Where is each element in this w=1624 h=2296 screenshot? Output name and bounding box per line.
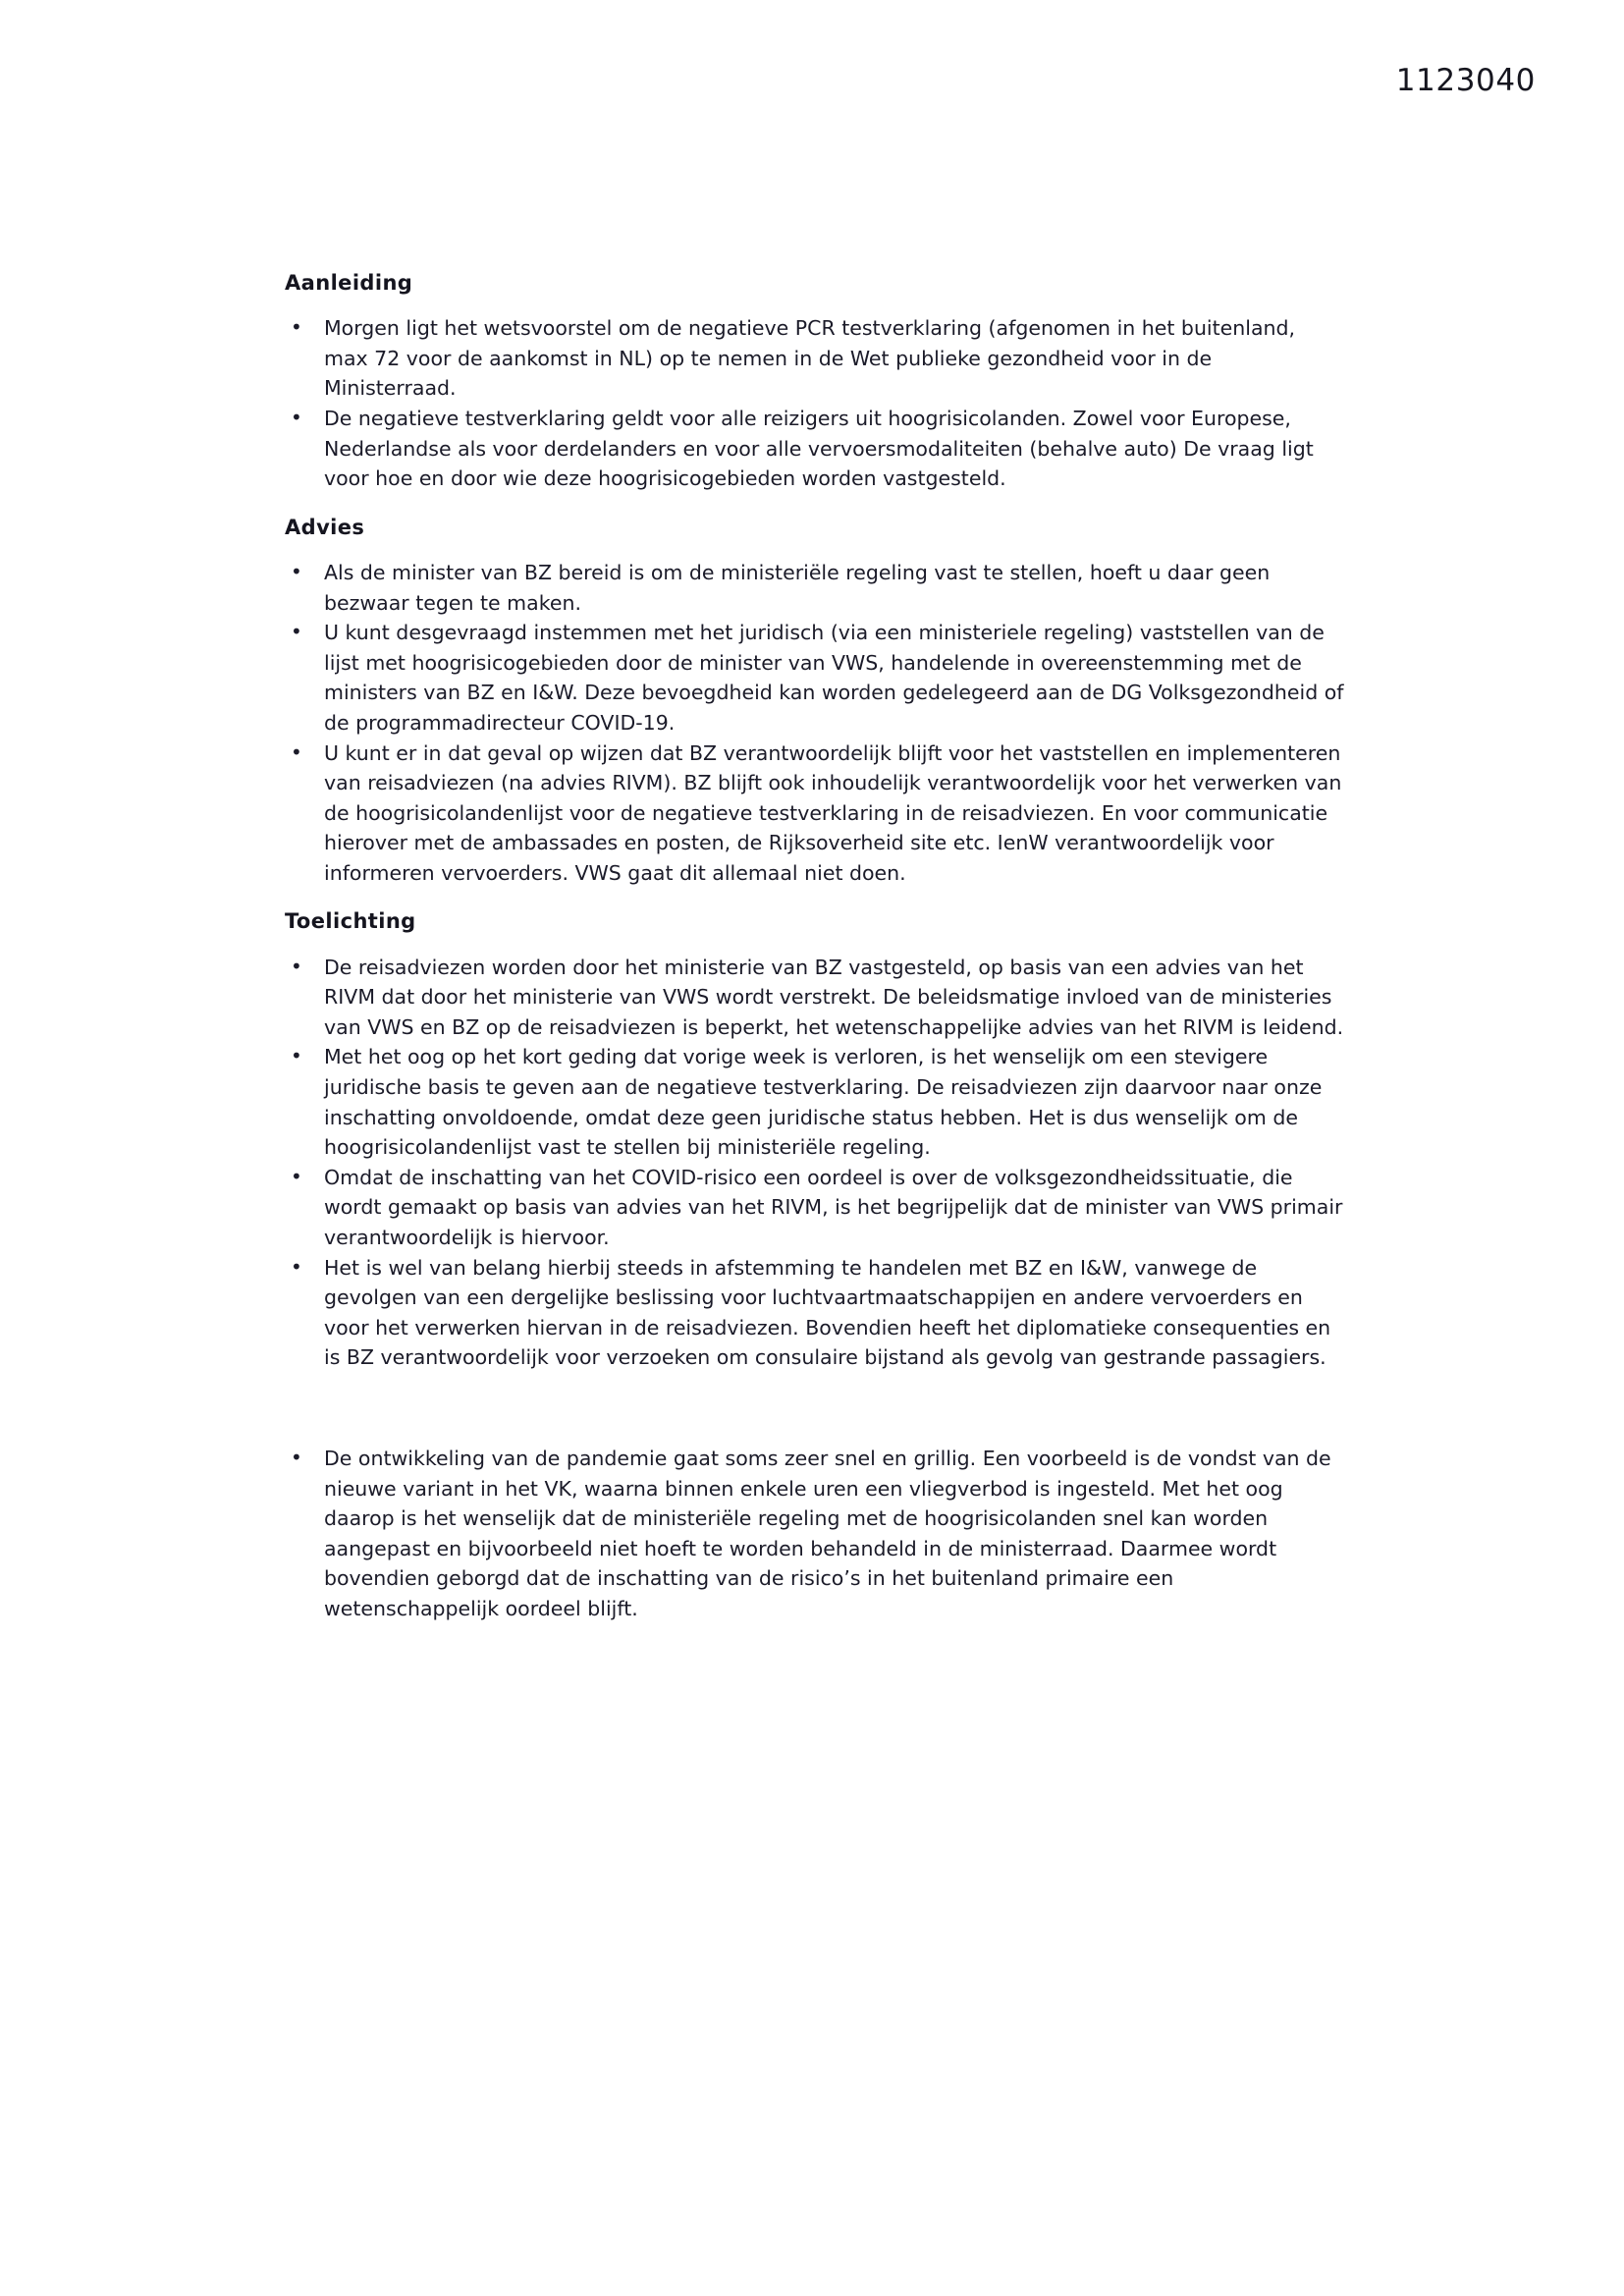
- section-heading-toelichting: Toelichting: [285, 909, 416, 934]
- list-item: [285, 618, 1345, 738]
- list-item: [285, 953, 1345, 1043]
- section-toelichting: [285, 909, 1345, 1623]
- bullet-list-toelichting: [285, 953, 1345, 1373]
- list-item: [285, 313, 1345, 404]
- section-heading-aanleiding: Aanleiding: [285, 271, 413, 295]
- list-item: [285, 404, 1345, 494]
- list-item: [285, 1253, 1345, 1373]
- bullet-text: • De negatieve testverklaring geldt voor alle reizigers uit hoogrisicolanden. Zowel voor Europese, Nederlandse als voor derdelanders en voor alle vervoersmodaliteiten (behalve auto) De vraag ligt voor hoe en door wie deze hoogrisicogebieden worden vastgesteld.: [324, 406, 1314, 491]
- bullet-text: • Het is wel van belang hierbij steeds in afstemming te handelen met BZ en I&W, vanwege de gevolgen van een dergelijke beslissing voor luchtvaartmaatschappijen en andere vervoerders en voor het verwerken hiervan in de reisadviezen. Bovendien heeft het diplomatieke consequenties en is BZ verantwoordelijk voor verzoeken om consulaire bijstand als gevolg van gestrande passagiers.: [324, 1255, 1331, 1370]
- bullet-text: • U kunt er in dat geval op wijzen dat BZ verantwoordelijk blijft voor het vaststellen en implementeren van reisadviezen (na advies RIVM). BZ blijft ook inhoudelijk verantwoordelijk voor het verwerken van de hoogrisicolandenlijst voor de negatieve testverklaring in de reisadviezen. En voor communicatie hierover met de ambassades en posten, de Rijksoverheid site etc. IenW verantwoordelijk voor informeren vervoerders. VWS gaat dit allemaal niet doen.: [324, 740, 1342, 885]
- list-item: [285, 738, 1345, 889]
- bullet-text: • Als de minister van BZ bereid is om de ministeriële regeling vast te stellen, hoeft u daar geen bezwaar tegen te maken.: [324, 560, 1271, 615]
- bullet-list-toelichting-continued: [285, 1444, 1345, 1624]
- section-aanleiding: [285, 271, 1345, 494]
- section-advies: [285, 516, 1345, 889]
- list-item: [285, 558, 1345, 618]
- bullet-list-advies: [285, 558, 1345, 889]
- bullet-text: • Met het oog op het kort geding dat vorige week is verloren, is het wenselijk om een stevigere juridische basis te geven aan de negatieve testverklaring. De reisadviezen zijn daarvoor naar onze inschatting onvoldoende, omdat deze geen juridische status hebben. Het is dus wenselijk om de hoogrisicolandenlijst vast te stellen bij ministeriële regeling.: [324, 1045, 1323, 1160]
- list-item: [285, 1042, 1345, 1162]
- list-item: [285, 1163, 1345, 1253]
- bullet-text: • U kunt desgevraagd instemmen met het juridisch (via een ministeriele regeling) vaststellen van de lijst met hoogrisicogebieden door de minister van VWS, handelende in overeenstemming met de ministers van BZ en I&W. Deze bevoegdheid kan worden gedelegeerd aan de DG Volksgezondheid of de programmadirecteur COVID-19.: [324, 621, 1344, 735]
- list-item: [285, 1444, 1345, 1624]
- bullet-text: • Omdat de inschatting van het COVID-risico een oordeel is over de volksgezondheidssituatie, die wordt gemaakt op basis van advies van het RIVM, is het begrijpelijk dat de minister van VWS primair verantwoordelijk is hiervoor.: [324, 1165, 1343, 1249]
- bullet-text: • De reisadviezen worden door het ministerie van BZ vastgesteld, op basis van een advies van het RIVM dat door het ministerie van VWS wordt verstrekt. De beleidsmatige invloed van de ministeries van VWS en BZ op de reisadviezen is beperkt, het wetenschappelijke advies van het RIVM is leidend.: [324, 955, 1344, 1039]
- bullet-text: • De ontwikkeling van de pandemie gaat soms zeer snel en grillig. Een voorbeeld is de vondst van de nieuwe variant in het VK, waarna binnen enkele uren een vliegverbod is ingesteld. Met het oog daarop is het wenselijk dat de ministeriële regeling met de hoogrisicolanden snel kan worden aangepast en bijvoorbeeld niet hoeft te worden behandeld in de ministerraad. Daarmee wordt bovendien geborgd dat de inschatting van de risico’s in het buitenland primaire een wetenschappelijk oordeel blijft.: [324, 1446, 1331, 1620]
- document-number: 1123040: [1395, 63, 1536, 98]
- bullet-text: • Morgen ligt het wetsvoorstel om de negatieve PCR testverklaring (afgenomen in het buitenland, max 72 voor de aankomst in NL) op te nemen in de Wet publieke gezondheid voor in de Ministerraad.: [324, 316, 1296, 401]
- section-heading-advies: Advies: [285, 515, 365, 539]
- document-body: [285, 271, 1345, 1624]
- paragraph-gap: [285, 1373, 1345, 1444]
- bullet-list-aanleiding: [285, 313, 1345, 494]
